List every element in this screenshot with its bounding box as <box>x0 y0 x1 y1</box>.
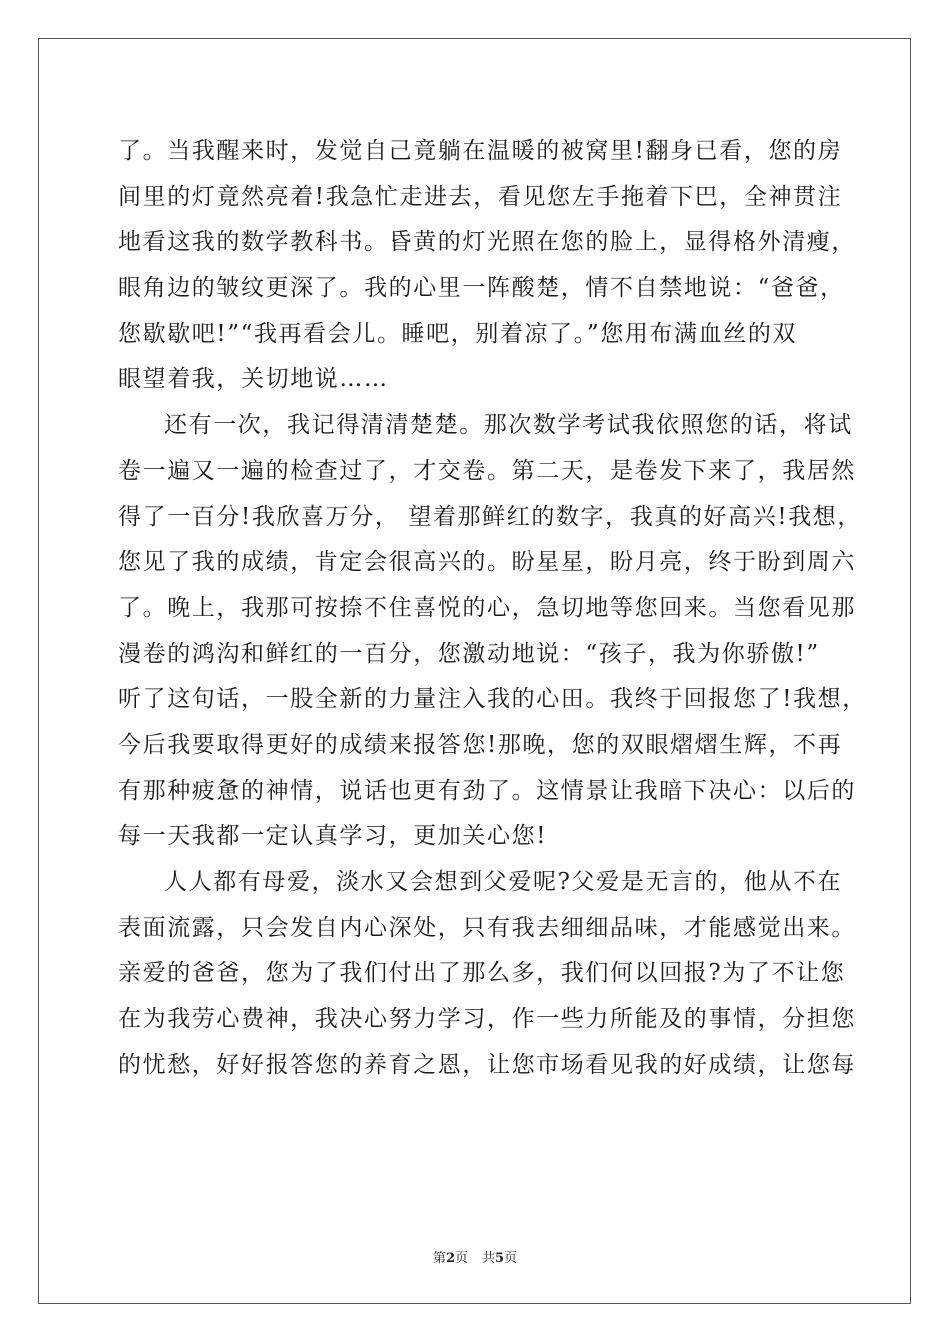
text-line: 地看这我的数学教科书。昏黄的灯光照在您的脸上，显得格外清瘦， <box>118 229 856 256</box>
text-line: 眼望着我，关切地说…… <box>118 366 389 393</box>
total-prefix: 共 <box>482 1251 496 1266</box>
page-prefix: 第 <box>432 1251 446 1266</box>
text-line: 每一天我都一定认真学习，更加关心您! <box>118 823 548 850</box>
text-line: 得了一百分!我欣喜万分， 望着那鲜红的数字，我真的好高兴!我想， <box>118 503 862 530</box>
page-number: 2 <box>445 1251 455 1266</box>
text-line: 今后我要取得更好的成绩来报答您!那晚，您的双眼熠熠生辉，不再 <box>118 731 843 758</box>
text-line: 眼角边的皱纹更深了。我的心里一阵酸楚，情不自禁地说：“爸爸， <box>118 275 845 302</box>
text-line: 有那种疲惫的神情，说话也更有劲了。这情景让我暗下决心：以后的 <box>118 777 856 804</box>
text-line: 在为我劳心费神，我决心努力学习，作一些力所能及的事情，分担您 <box>118 1006 856 1033</box>
text-line: 人人都有母爱，淡水又会想到父爱呢?父爱是无言的，他从不在 <box>164 869 843 895</box>
page-suffix: 页 <box>454 1251 468 1266</box>
text-line: 还有一次，我记得清清楚楚。那次数学考试我依照您的话，将试 <box>164 412 853 439</box>
text-line: 的忧愁，好好报答您的养育之恩，让您市场看见我的好成绩，让您每 <box>118 1051 856 1078</box>
text-line: 您歇歇吧!”“我再看会儿。睡吧，别着凉了。”您用布满血丝的双 <box>118 320 798 347</box>
text-line: 了。晚上，我那可按捺不住喜悦的心，急切地等您回来。当您看见那 <box>118 594 856 621</box>
text-line: 卷一遍又一遍的检查过了，才交卷。第二天，是卷发下来了，我居然 <box>118 457 856 484</box>
total-pages: 5 <box>495 1251 505 1266</box>
text-line: 了。当我醒来时，发觉自己竟躺在温暖的被窝里!翻身已看，您的房 <box>118 138 843 164</box>
text-line: 亲爱的爸爸，您为了我们付出了那么多，我们何以回报?为了不让您 <box>118 960 846 987</box>
document-body <box>118 129 867 1088</box>
text-line: 表面流露，只会发自内心深处，只有我去细细品味，才能感觉出来。 <box>118 914 856 941</box>
text-line: 间里的灯竟然亮着!我急忙走进去，看见您左手拖着下巴，全神贯注 <box>118 183 843 210</box>
text-line: 您见了我的成绩，肯定会很高兴的。盼星星，盼月亮，终于盼到周六 <box>118 549 856 576</box>
total-suffix: 页 <box>504 1251 518 1266</box>
text-line: 听了这句话，一股全新的力量注入我的心田。我终于回报您了!我想， <box>118 686 867 713</box>
page-footer <box>0 1247 950 1266</box>
text-line: 漫卷的鸿沟和鲜红的一百分，您激动地说：“孩子，我为你骄傲!” <box>118 640 820 667</box>
